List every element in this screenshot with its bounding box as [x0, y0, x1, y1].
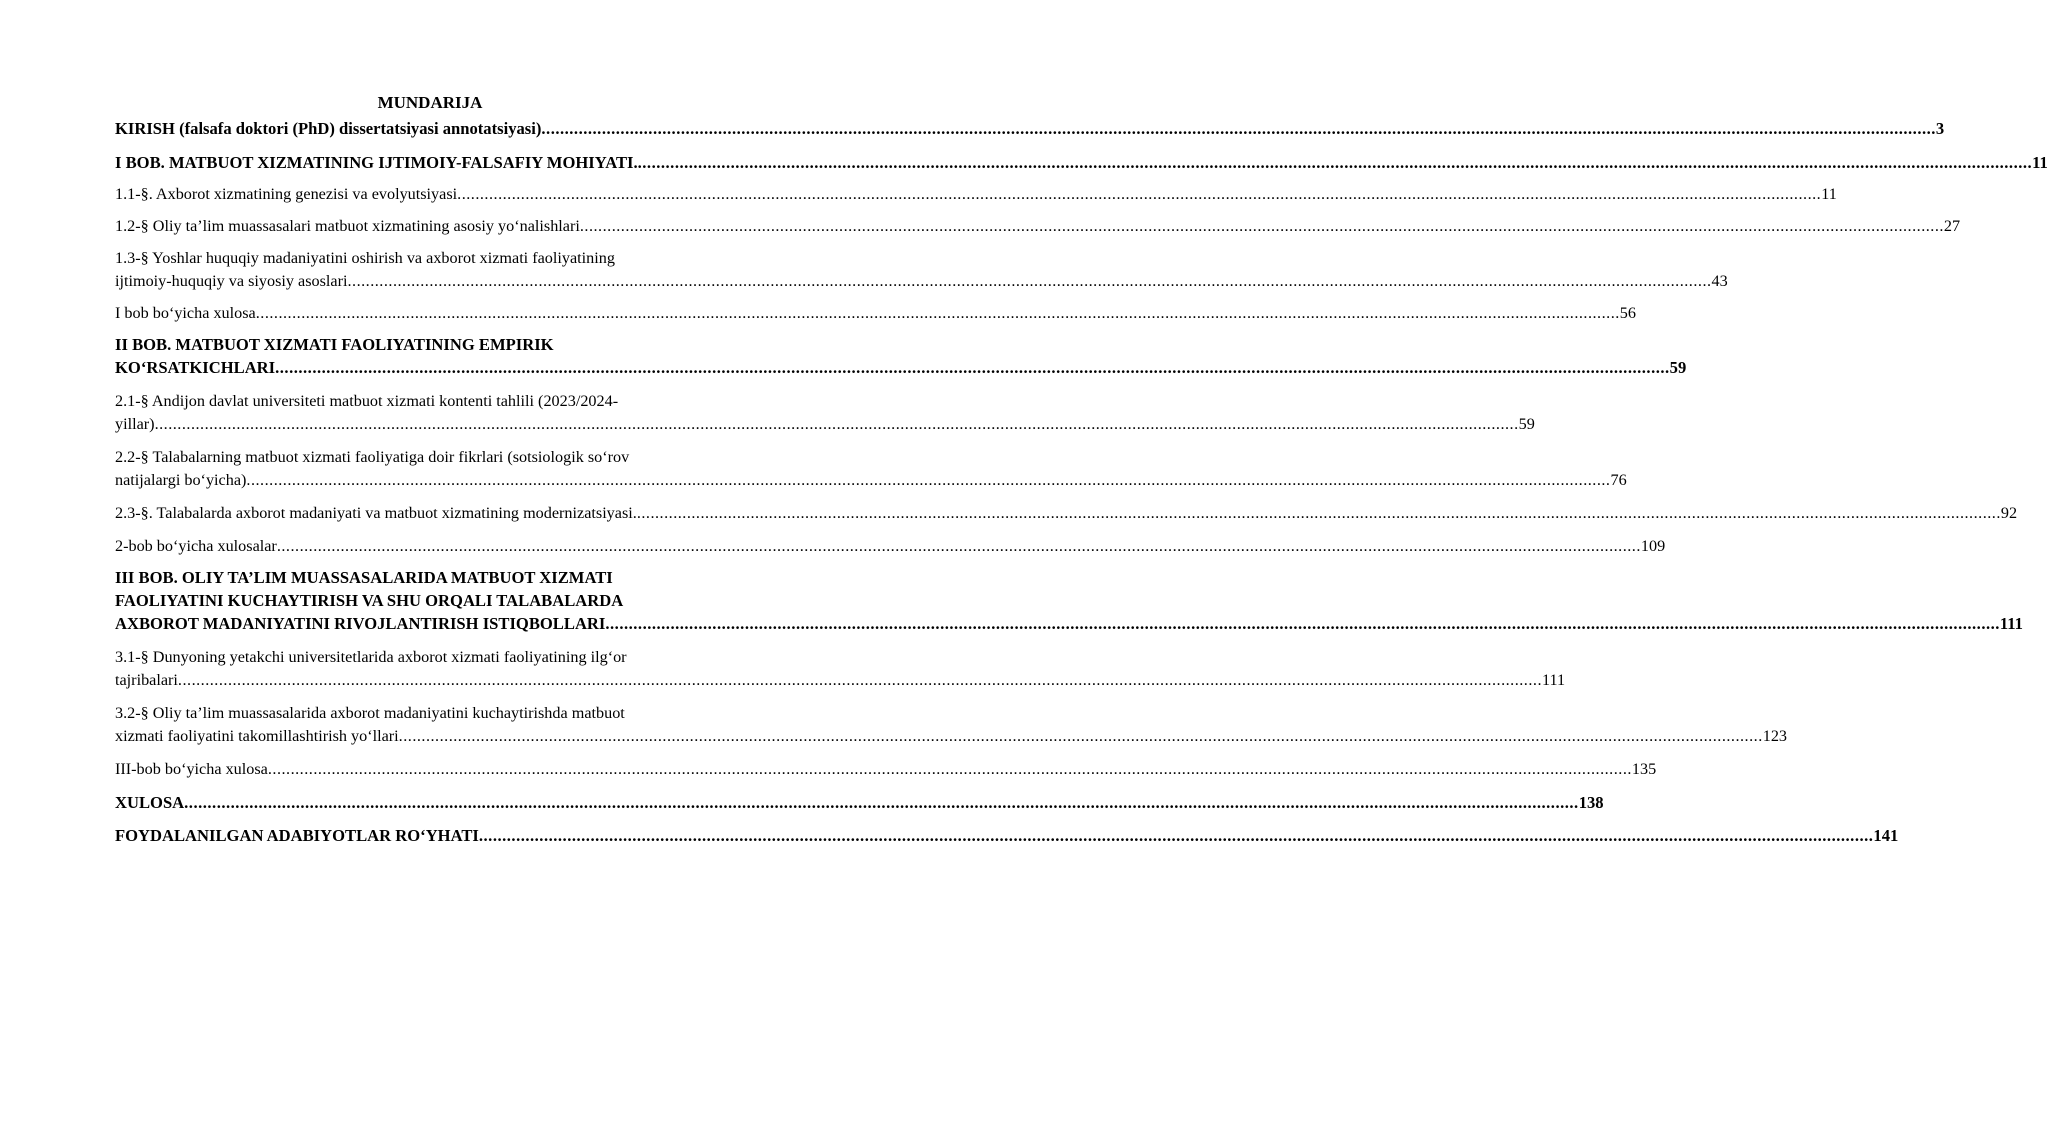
toc-page-number: 3	[1935, 119, 1945, 138]
toc-entry-text: 2.2-§ Talabalarning matbuot xizmati faoliyatiga doir fikrlari (sotsiologik so‘rov	[115, 448, 630, 466]
toc-page-number: 11	[2032, 153, 2048, 172]
toc-entry-text: 2.1-§ Andijon davlat universiteti matbuot xizmati kontenti tahlili (2023/2024-	[115, 392, 619, 410]
toc-entry-text: 3.2-§ Oliy ta’lim muassasalarida axborot madaniyatini kuchaytirishda matbuot	[115, 704, 625, 722]
page-title: MUNDARIJA	[377, 93, 483, 112]
toc-page-number: 76	[1610, 471, 1627, 489]
dot-leader: ............................................................................................................................................................................................................................................................................................................	[541, 119, 1936, 138]
toc-page-number: 141	[1873, 826, 1899, 845]
toc-entry-text: 3.1-§ Dunyoning yetakchi universitetlarida axborot xizmati faoliyatining ilg‘or	[115, 648, 627, 666]
toc-entry-text: 2-bob bo‘yicha xulosalar	[115, 537, 277, 555]
toc-entry-text: tajribalari	[115, 671, 178, 689]
toc-page-number: 27	[1943, 217, 1961, 235]
toc-page-number: 135	[1631, 760, 1657, 778]
toc-entry-text: ijtimoiy-huquqiy va siyosiy asoslari	[115, 272, 348, 290]
toc-entry-text: natijalargi bo‘yicha)	[115, 471, 247, 489]
toc-entry	[115, 502, 2018, 525]
dot-leader: ............................................................................................................................................................................................................................................................................................................	[177, 671, 1542, 689]
toc-entry-text: 2.3-§. Talabalarda axborot madaniyati va matbuot xizmatining modernizatsiyasi.	[115, 504, 637, 522]
dot-leader: ............................................................................................................................................................................................................................................................................................................	[347, 272, 1712, 290]
toc-entry	[115, 151, 2048, 174]
toc-entry	[115, 117, 1945, 140]
toc-entry	[115, 646, 1566, 692]
dot-leader: ............................................................................................................................................................................................................................................................................................................	[276, 537, 1641, 555]
toc-page-number: 123	[1762, 727, 1788, 745]
toc-entry-text: 1.2-§ Oliy ta’lim muassasalari matbuot xizmatining asosiy yo‘nalishlari	[115, 217, 580, 235]
toc-entry	[115, 390, 1535, 436]
toc-entry	[115, 215, 1961, 238]
toc-entry-text: KIRISH (falsafa doktori (PhD) dissertatsiyasi annotatsiyasi)	[115, 119, 542, 138]
dot-leader: ............................................................................................................................................................................................................................................................................................................	[255, 304, 1620, 322]
toc-entry-text: FAOLIYATINI KUCHAYTIRISH VA SHU ORQALI TALABALARDA	[115, 591, 624, 610]
toc-entry	[115, 183, 1837, 206]
toc-entry	[115, 791, 1604, 814]
table-of-contents	[115, 117, 2048, 847]
toc-entry	[115, 566, 2023, 635]
toc-entry-text: III-bob bo‘yicha xulosa	[115, 760, 268, 778]
toc-page-number: 56	[1619, 304, 1636, 322]
toc-entry-text: AXBOROT MADANIYATINI RIVOJLANTIRISH ISTIQBOLLARI	[115, 614, 606, 633]
toc-entry-text: II BOB. MATBUOT XIZMATI FAOLIYATINING EMPIRIK	[115, 335, 554, 354]
toc-entry	[115, 247, 1728, 293]
dot-leader: ............................................................................................................................................................................................................................................................................................................	[457, 185, 1822, 203]
dot-leader: ............................................................................................................................................................................................................................................................................................................	[637, 153, 2033, 172]
dot-leader: ............................................................................................................................................................................................................................................................................................................	[267, 760, 1632, 778]
toc-entry-text: I bob bo‘yicha xulosa	[115, 304, 256, 322]
toc-page-number: 59	[1518, 415, 1535, 433]
toc-entry-text: XULOSA	[115, 793, 185, 812]
toc-entry	[115, 535, 1666, 558]
dot-leader: ............................................................................................................................................................................................................................................................................................................	[636, 504, 2001, 522]
toc-entry-text: I BOB. MATBUOT XIZMATINING IJTIMOIY-FALSAFIY MOHIYATI.	[115, 153, 638, 172]
toc-entry	[115, 302, 1636, 325]
toc-entry	[115, 446, 1627, 492]
toc-entry	[115, 758, 1657, 781]
dot-leader: ............................................................................................................................................................................................................................................................................................................	[579, 217, 1944, 235]
toc-entry-text: xizmati faoliyatini takomillashtirish yo‘llari	[115, 727, 399, 745]
toc-entry-text: 1.3-§ Yoshlar huquqiy madaniyatini oshirish va axborot xizmati faoliyatining	[115, 249, 615, 267]
dot-leader: ............................................................................................................................................................................................................................................................................................................	[605, 614, 2000, 633]
dot-leader: ............................................................................................................................................................................................................................................................................................................	[398, 727, 1763, 745]
dot-leader: ............................................................................................................................................................................................................................................................................................................	[184, 793, 1579, 812]
toc-entry	[115, 702, 1788, 748]
toc-page-number: 11	[1821, 185, 1837, 203]
toc-entry-text: FOYDALANILGAN ADABIYOTLAR RO‘YHATI	[115, 826, 479, 845]
toc-entry-text: KO‘RSATKICHLARI	[115, 358, 276, 377]
dot-leader: ............................................................................................................................................................................................................................................................................................................	[275, 358, 1670, 377]
toc-entry	[115, 824, 1899, 847]
dot-leader: ............................................................................................................................................................................................................................................................................................................	[246, 471, 1611, 489]
toc-page-number: 43	[1711, 272, 1728, 290]
toc-page-number: 109	[1640, 537, 1666, 555]
toc-page-number: 111	[1999, 614, 2023, 633]
toc-entry	[115, 333, 1687, 379]
toc-page-number: 138	[1578, 793, 1604, 812]
toc-page-number: 59	[1669, 358, 1687, 377]
toc-entry-text: yillar)	[115, 415, 155, 433]
toc-entry-text: 1.1-§. Axborot xizmatining genezisi va evolyutsiyasi	[115, 185, 458, 203]
toc-entry-text: III BOB. OLIY TA’LIM MUASSASALARIDA MATBUOT XIZMATI	[115, 568, 613, 587]
toc-page-number: 92	[2000, 504, 2018, 522]
toc-page-number: 111	[1541, 671, 1566, 689]
dot-leader: ............................................................................................................................................................................................................................................................................................................	[478, 826, 1874, 845]
dot-leader: ............................................................................................................................................................................................................................................................................................................	[154, 415, 1519, 433]
